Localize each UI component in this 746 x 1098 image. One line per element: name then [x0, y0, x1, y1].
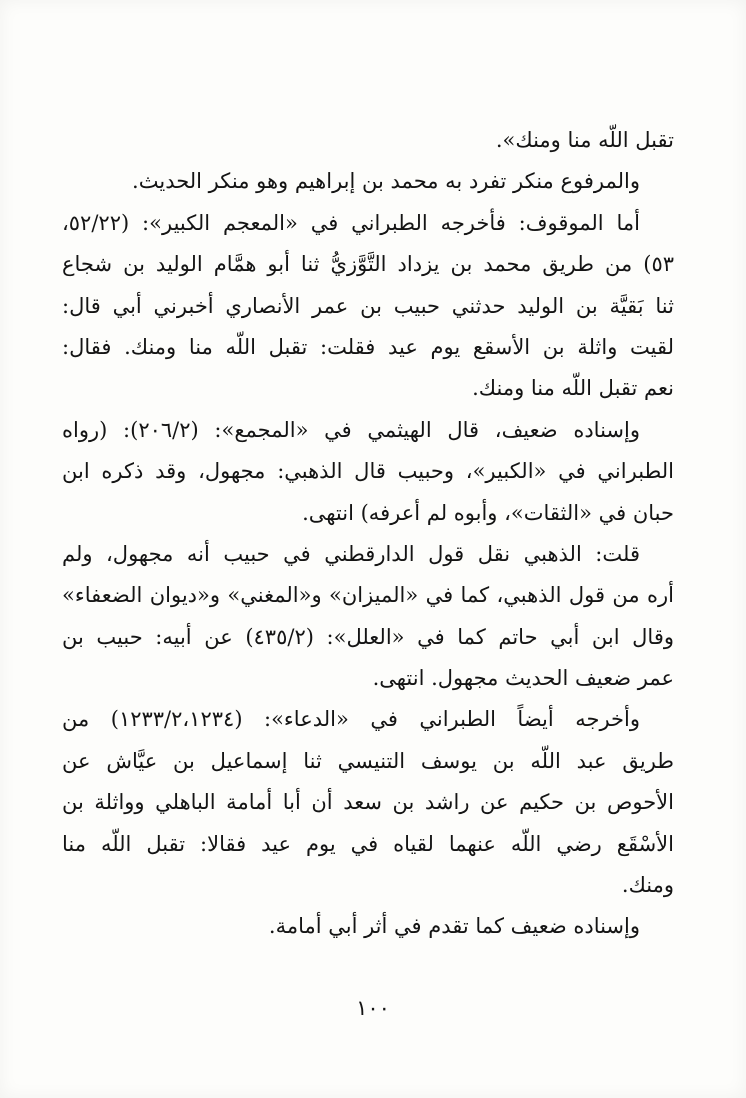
text-line: ثنا بَقيَّة بن الوليد حدثني حبيب بن عمر الأنصاري أخبرني أبي قال:: [62, 293, 674, 318]
text-line: نعم تقبل اللّه منا ومنك.: [472, 376, 674, 401]
text-line: وقال ابن أبي حاتم كما في «العلل»: (٤٣٥/٢) عن أبيه: حبيب بن: [62, 624, 674, 649]
text-line: عمر ضعيف الحديث مجهول. انتهى.: [372, 666, 674, 691]
text-line: وإسناده ضعيف كما تقدم في أثر أبي أمامة.: [268, 914, 640, 939]
text-line: أره من قول الذهبي، كما في «الميزان» و«المغني» و«ديوان الضعفاء»: [62, 583, 674, 608]
text-line: تقبل اللّه منا ومنك».: [495, 128, 674, 152]
page-body: [62, 120, 674, 948]
page-number: ١٠٠: [356, 996, 390, 1020]
text-line: الأسْقَع رضي اللّه عنهما لقياه في يوم عيد فقالا: تقبل اللّه منا: [62, 831, 674, 856]
text-line: ٥٣) من طريق محمد بن يزداد التَّوَّزيُّ ثنا أبو همَّام الوليد بن شجاع: [62, 252, 674, 277]
text-line: أما الموقوف: فأخرجه الطبراني في «المعجم الكبير»: (٥٢/٢٢،: [62, 210, 640, 235]
text-line: وأخرجه أيضاً الطبراني في «الدعاء»: (١٢٣٣/٢،١٢٣٤) من: [62, 707, 640, 732]
text-line: الأحوص بن حكيم عن راشد بن سعد أن أبا أمامة الباهلي وواثلة بن: [62, 790, 674, 815]
text-line: قلت: الذهبي نقل قول الدارقطني في حبيب أنه مجهول، ولم: [62, 541, 640, 566]
text-line: لقيت واثلة بن الأسقع يوم عيد فقلت: تقبل اللّه منا ومنك. فقال:: [62, 334, 674, 359]
text-line: الطبراني في «الكبير»، وحبيب قال الذهبي: مجهول، وقد ذكره ابن: [62, 459, 674, 484]
text-line: حبان في «الثقات»، وأبوه لم أعرفه) انتهى.: [302, 500, 674, 525]
text-line: وإسناده ضعيف، قال الهيثمي في «المجمع»: (٢٠٦/٢): (رواه: [62, 417, 640, 442]
text-line: ومنك.: [621, 873, 674, 898]
text-line: طريق عبد اللّه بن يوسف التنيسي ثنا إسماعيل بن عيَّاش عن: [62, 748, 674, 773]
text-line: والمرفوع منكر تفرد به محمد بن إبراهيم وهو منكر الحديث.: [132, 169, 640, 194]
